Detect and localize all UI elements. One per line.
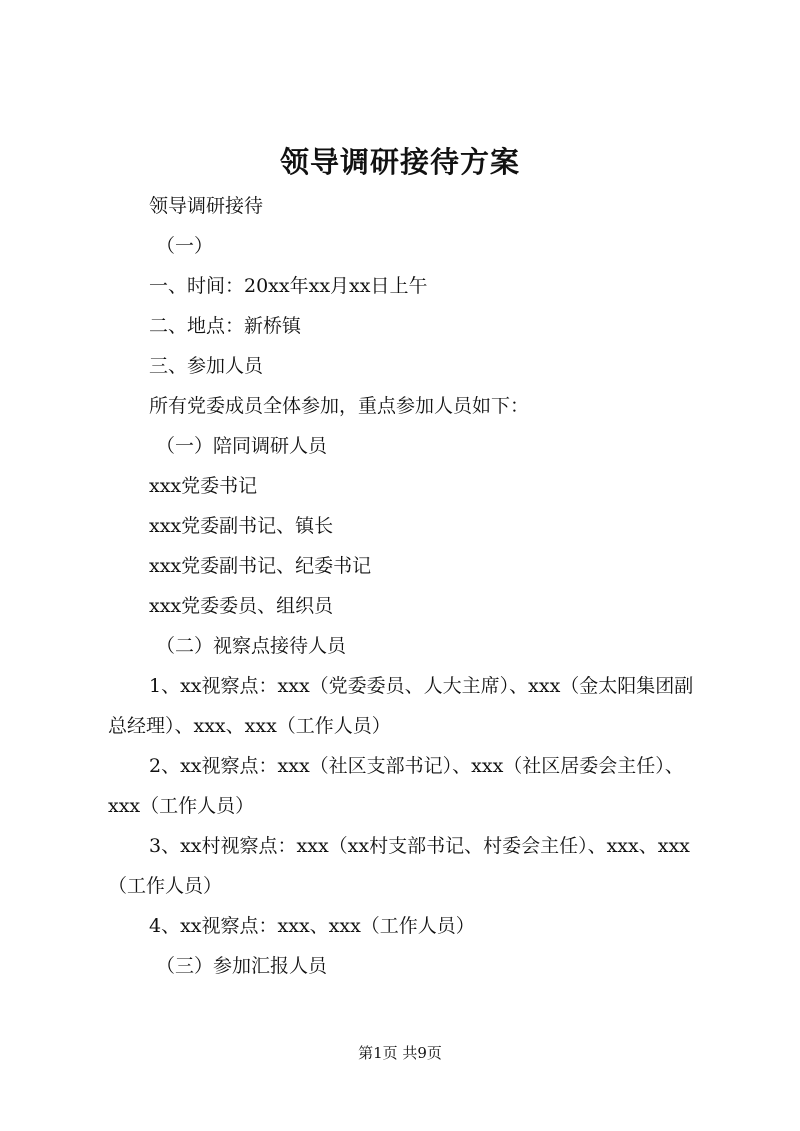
- paragraph-site-4: 4、xx视察点：xxx、xxx（工作人员）: [149, 915, 475, 937]
- paragraph-reception-heading: （二）视察点接待人员: [156, 635, 347, 657]
- paragraph-participants-heading: 三、参加人员: [149, 355, 264, 377]
- document-title: 领导调研接待方案: [279, 145, 520, 179]
- paragraph-location: 二、地点：新桥镇: [149, 315, 302, 337]
- paragraph-accompany-heading: （一）陪同调研人员: [156, 435, 328, 457]
- page-footer: 第1页 共9页: [358, 1044, 442, 1062]
- paragraph-site-2: 2、xx视察点：xxx（社区支部书记）、xxx（社区居委会主任）、xxx（工作人员）: [108, 755, 684, 817]
- paragraph-accompany-4: xxx党委委员、组织员: [149, 595, 334, 617]
- paragraph-accompany-1: xxx党委书记: [149, 475, 258, 497]
- paragraph-participants-intro: 所有党委成员全体参加，重点参加人员如下：: [149, 395, 530, 417]
- paragraph-report-heading: （三）参加汇报人员: [156, 955, 328, 977]
- document-body: [108, 186, 708, 986]
- paragraph-accompany-2: xxx党委副书记、镇长: [149, 515, 334, 537]
- paragraph-site-3: 3、xx村视察点：xxx（xx村支部书记、村委会主任）、xxx、xxx（工作人员）: [108, 835, 690, 897]
- paragraph-section-one: （一）: [156, 235, 214, 257]
- paragraph-time: 一、时间：20xx年xx月xx日上午: [149, 275, 428, 297]
- paragraph-accompany-3: xxx党委副书记、纪委书记: [149, 555, 372, 577]
- paragraph-intro: 领导调研接待: [149, 195, 264, 217]
- paragraph-site-1: 1、xx视察点：xxx（党委委员、人大主席）、xxx（金太阳集团副总经理）、xxx、xxx（工作人员）: [108, 675, 694, 737]
